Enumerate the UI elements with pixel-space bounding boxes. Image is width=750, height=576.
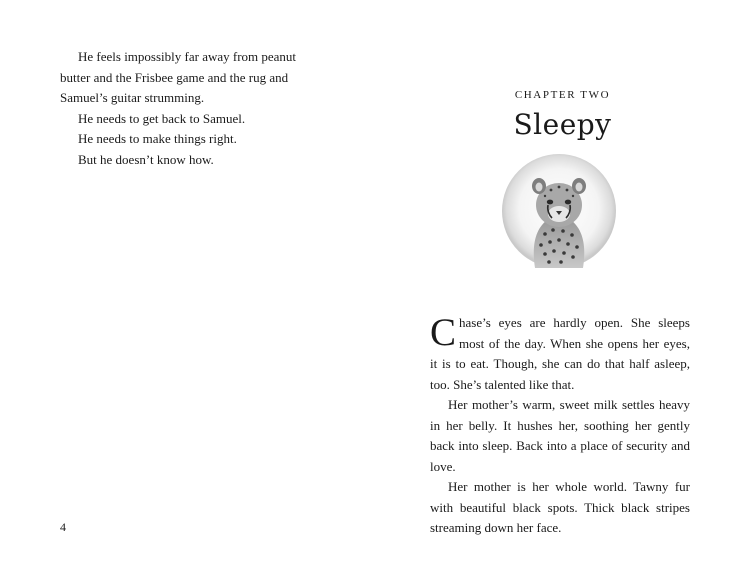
right-page <box>375 0 750 576</box>
paragraph: He feels impossibly far away from peanut butter and the Frisbee game and the rug and Samuel’s guitar strumming. <box>60 49 297 105</box>
left-page-text <box>60 47 322 170</box>
paragraph: Her mother’s warm, sweet milk settles heavy in her belly. It hushes her, soothing her gently back into sleep. Back into a place of security and love. <box>430 397 690 474</box>
paragraph: He needs to get back to Samuel. <box>78 110 246 126</box>
paragraph: He needs to make things right. <box>78 131 237 146</box>
paragraph-text: hase’s eyes are hardly open. She sleeps most of the day. When she opens her eyes, it is to eat. Though, she can do that half asleep, too. She’s talented like that. <box>430 315 690 392</box>
chapter-title: Sleepy <box>513 108 612 141</box>
right-page-text <box>430 313 690 539</box>
chapter-label: CHAPTER TWO <box>514 89 611 101</box>
paragraph: But he doesn’t know how. <box>78 151 214 167</box>
cheetah-cub-icon <box>501 150 617 272</box>
page-number: 4 <box>60 520 66 534</box>
drop-cap: C <box>430 311 457 354</box>
paragraph <box>430 313 690 395</box>
paragraph: Her mother is her whole world. Tawny fur with beautiful black spots. Thick black stripes streaming down her face. <box>430 479 690 535</box>
